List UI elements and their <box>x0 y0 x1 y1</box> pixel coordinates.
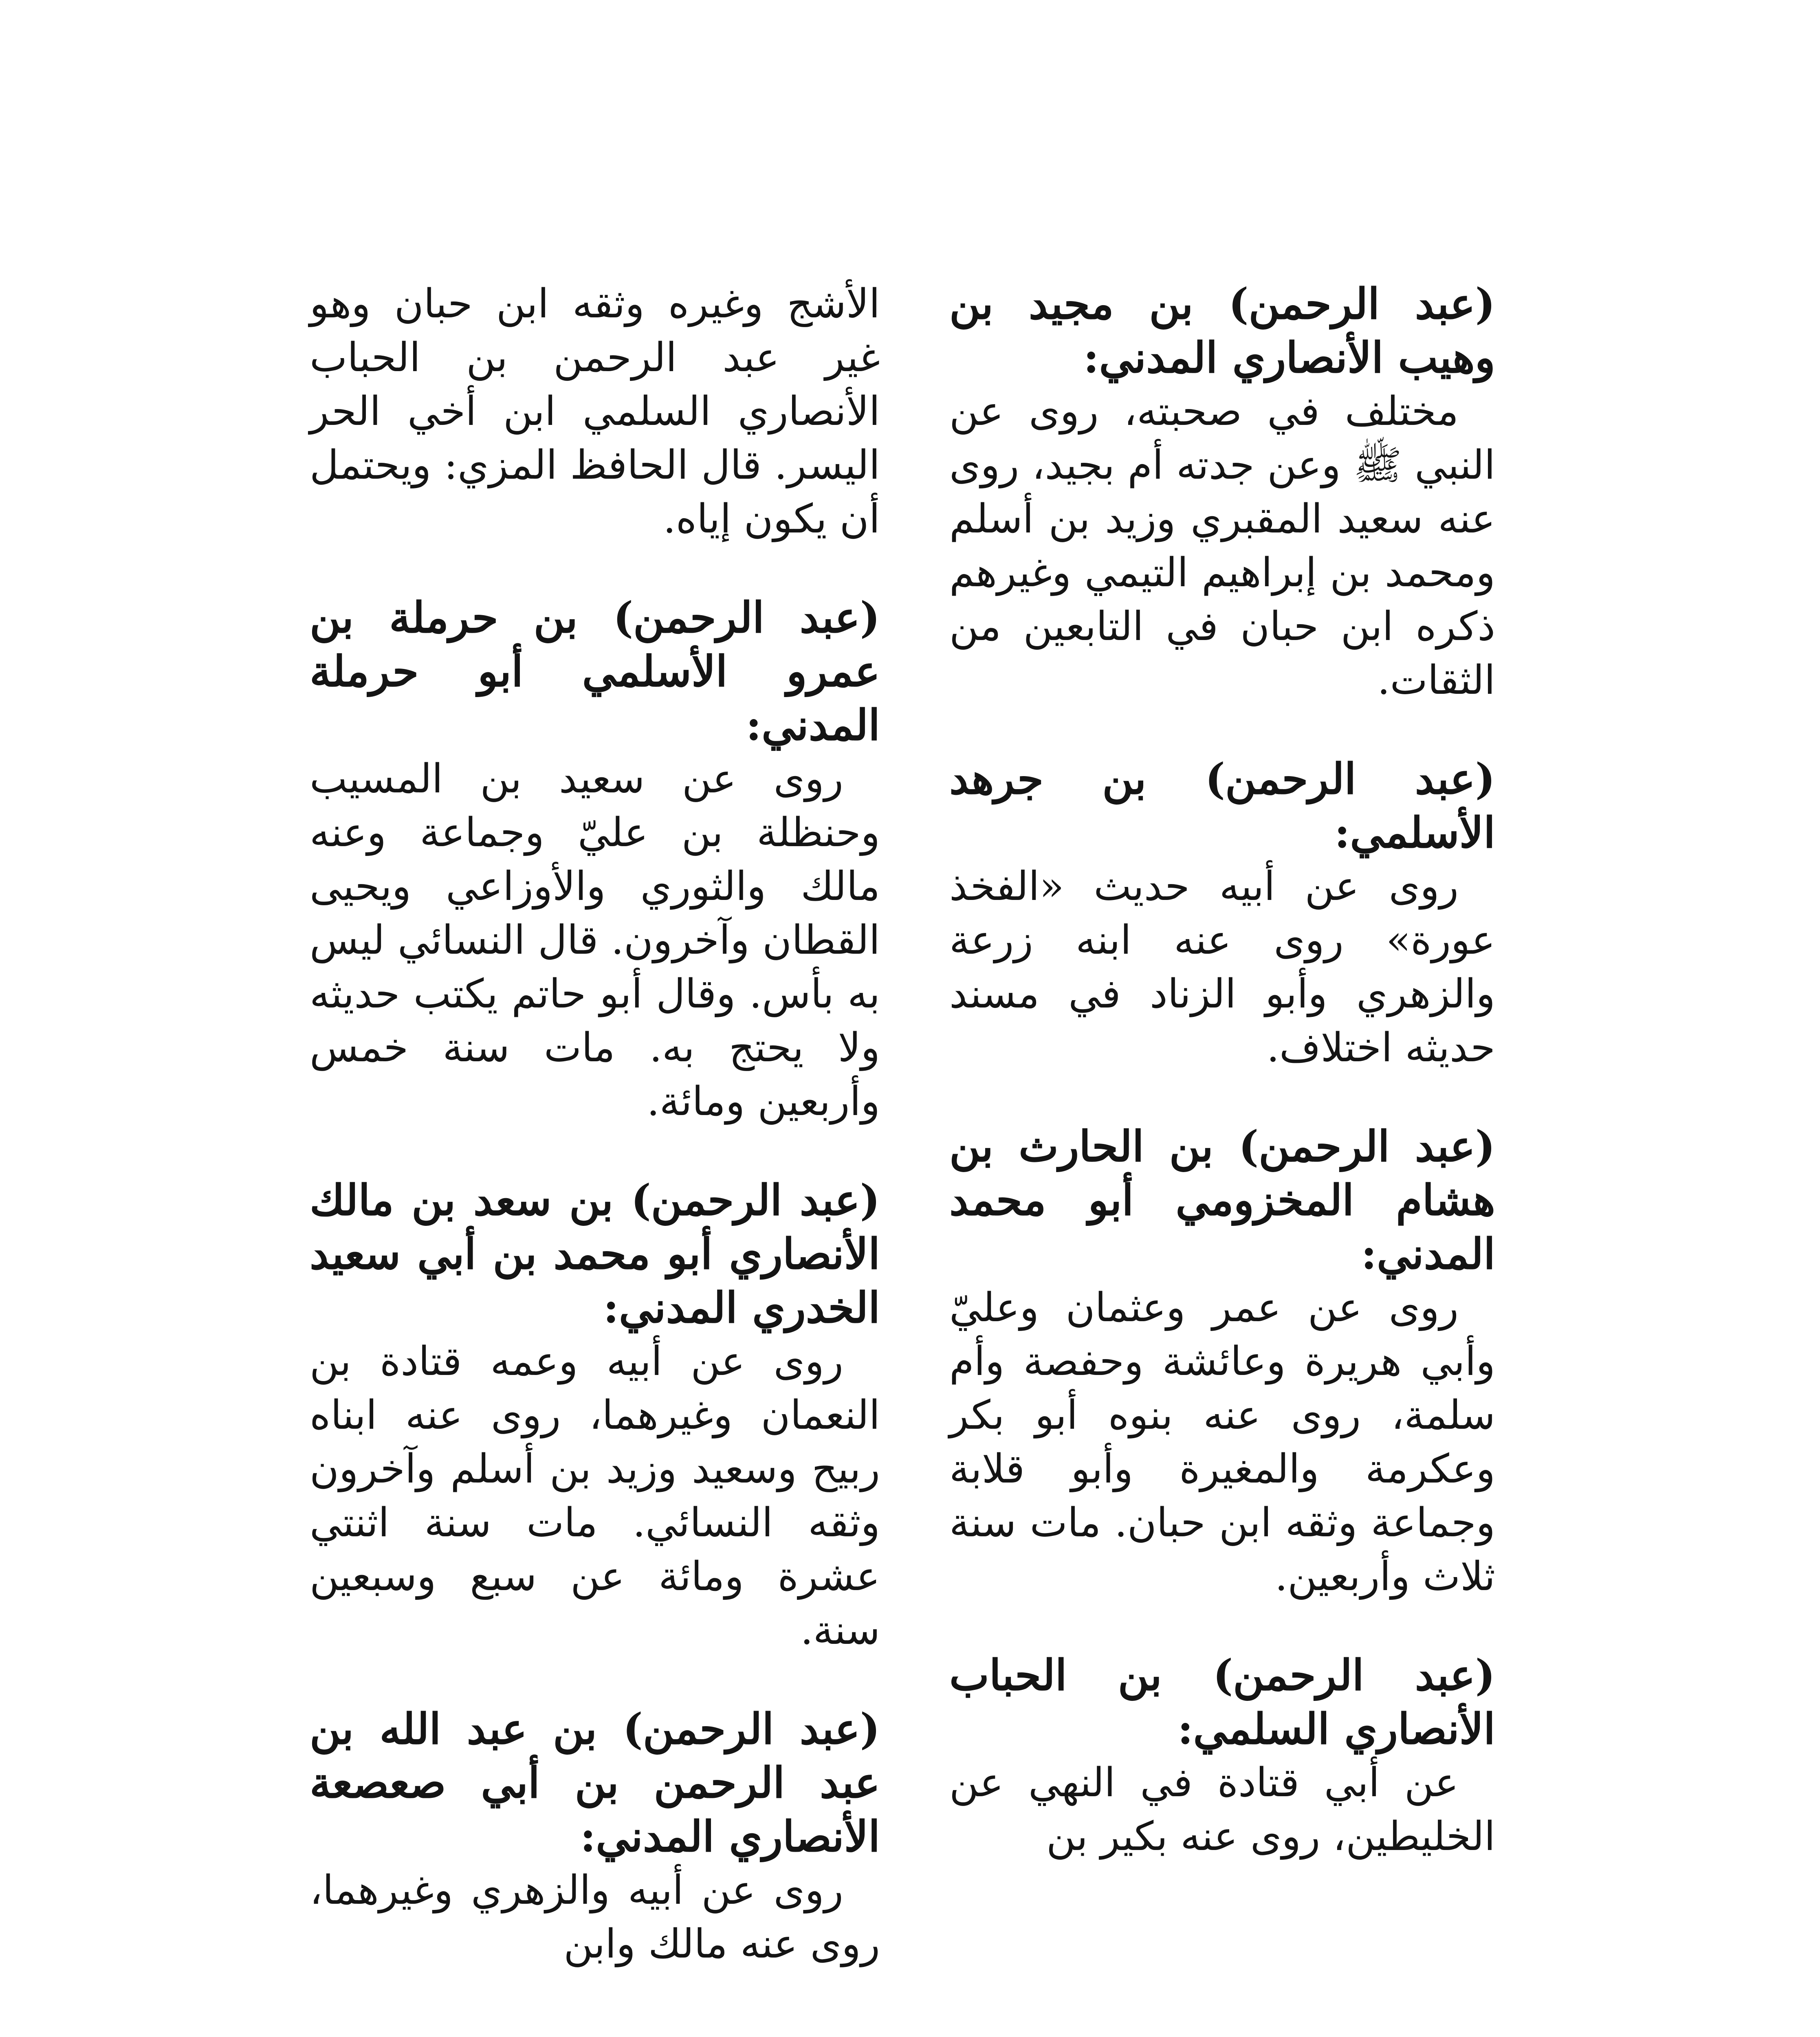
entry <box>949 1120 1495 1604</box>
entry <box>310 1702 880 1971</box>
entry-heading: (عبد الرحمن) بن الحارث بن هشام المخزومي أبو محمد المدني: <box>949 1121 1495 1279</box>
entry-heading: (عبد الرحمن) بن مجيد بن وهيب الأنصاري المدني: <box>949 279 1495 383</box>
entry-body: روى عن عمر وعثمان وعليّ وأبي هريرة وعائشة وحفصة وأم سلمة، روى عنه بنوه أبو بكر وعكرمة والمغيرة وأبو قلابة وجماعة وثقه ابن حبان. مات سنة ثلاث وأربعين. <box>949 1285 1495 1600</box>
entry-heading: (عبد الرحمن) بن جرهد الأسلمي: <box>949 754 1495 858</box>
entry <box>949 1648 1495 1863</box>
entry <box>310 1173 880 1657</box>
entry-heading: (عبد الرحمن) بن الحباب الأنصاري السلمي: <box>949 1650 1495 1754</box>
entry-body: روى عن أبيه حديث «الفخذ عورة» روى عنه ابنه زرعة والزهري وأبو الزناد في مسند حديثه اختلاف. <box>949 863 1495 1071</box>
entry-heading: (عبد الرحمن) بن سعد بن مالك الأنصاري أبو محمد بن أبي سعيد الخدري المدني: <box>310 1175 880 1333</box>
entry <box>949 277 1495 707</box>
right-column <box>949 277 1495 1908</box>
entry-body: روى عن أبيه وعمه قتادة بن النعمان وغيرهما، روى عنه ابناه ربيح وسعيد وزيد بن أسلم وآخرون وثقه النسائي. مات سنة اثنتي عشرة ومائة عن سبع وسبعين سنة. <box>310 1338 880 1654</box>
left-column <box>310 277 880 2016</box>
entry-body: روى عن أبيه والزهري وغيرهما، روى عنه مالك وابن <box>310 1867 880 1967</box>
entry-continuation <box>310 277 880 546</box>
entry-heading: (عبد الرحمن) بن عبد الله بن عبد الرحمن بن أبي صعصعة الأنصاري المدني: <box>310 1704 880 1861</box>
entry <box>310 591 880 1128</box>
entry-body: مختلف في صحبته، روى عن النبي ﷺ وعن جدته أم بجيد، روى عنه سعيد المقبري وزيد بن أسلم ومحمد بن إبراهيم التيمي وغيرهم ذكره ابن حبان في التابعين من الثقات. <box>949 388 1495 704</box>
entry-body: روى عن سعيد بن المسيب وحنظلة بن عليّ وجماعة وعنه مالك والثوري والأوزاعي ويحيى القطان وآخرون. قال النسائي ليس به بأس. وقال أبو حاتم يكتب حديثه ولا يحتج به. مات سنة خمس وأربعين ومائة. <box>310 756 880 1125</box>
entry-heading: (عبد الرحمن) بن حرملة بن عمرو الأسلمي أبو حرملة المدني: <box>310 592 880 750</box>
entry <box>949 752 1495 1075</box>
entry-body: عن أبي قتادة في النهي عن الخليطين، روى عنه بكير بن <box>949 1760 1495 1860</box>
continuation-text: الأشج وغيره وثقه ابن حبان وهو غير عبد الرحمن بن الحباب الأنصاري السلمي ابن أخي الحر اليسر. قال الحافظ المزي: ويحتمل أن يكون إياه. <box>310 281 880 542</box>
